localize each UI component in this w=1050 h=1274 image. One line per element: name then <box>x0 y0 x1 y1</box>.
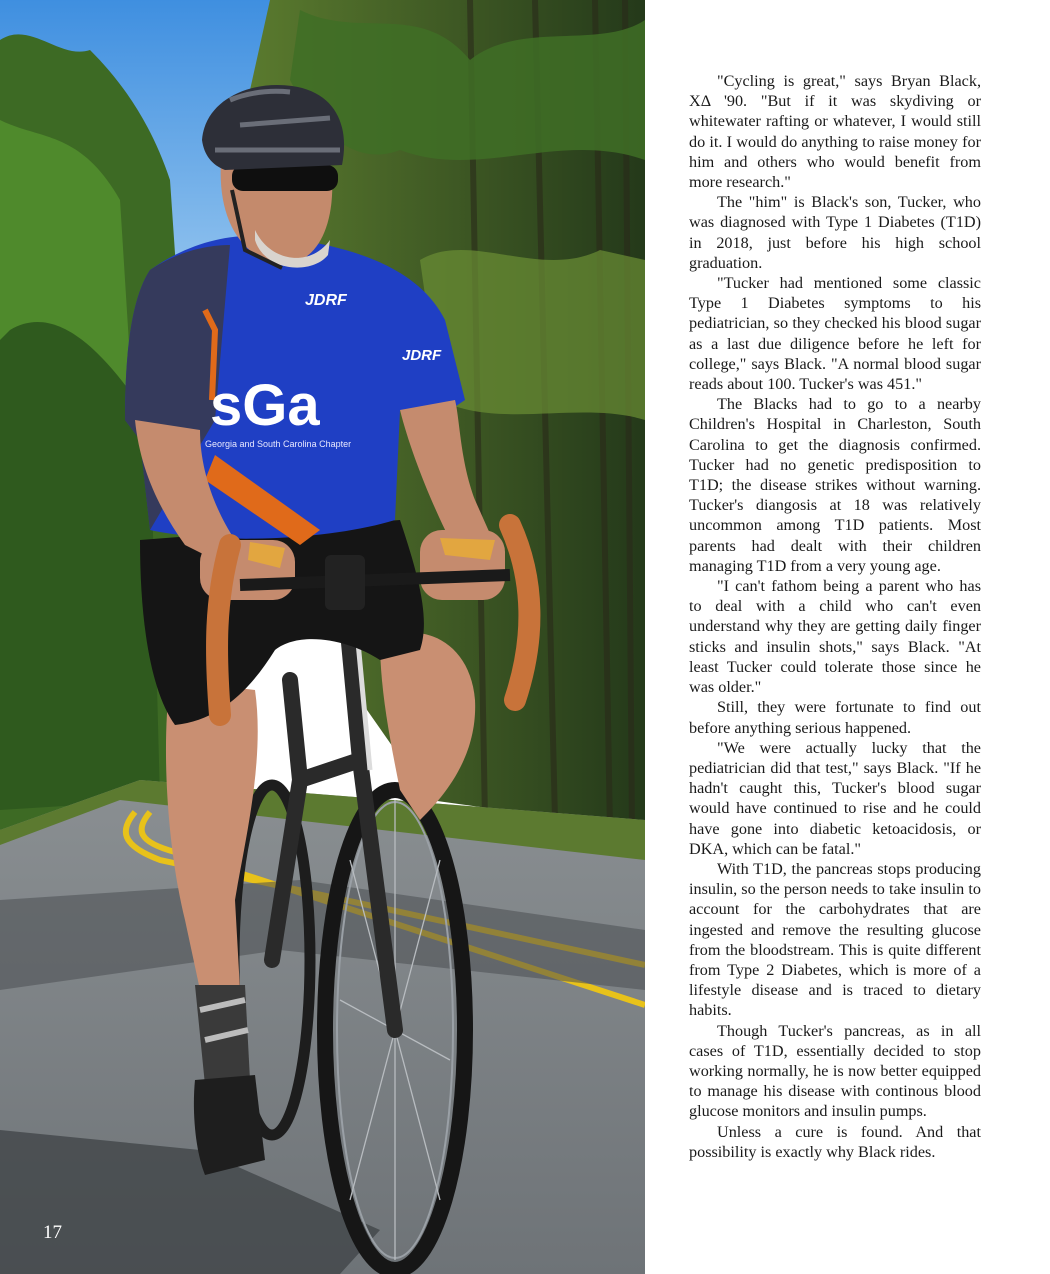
article-paragraph: "We were actually lucky that the pediatrician did that test," says Black. "If he hadn't caught this, Tucker's blood sugar would have continued to rise and he could have gone into diabetic ketoacidosis, or DKA, which can be fatal." <box>689 738 981 858</box>
article-body <box>689 71 981 1162</box>
article-paragraph: The "him" is Black's son, Tucker, who was diagnosed with Type 1 Diabetes (T1D) in 2018, just before his high school graduation. <box>689 193 981 272</box>
left-shoe <box>194 1075 265 1175</box>
jersey-chapter: Georgia and South Carolina Chapter <box>205 439 352 449</box>
article-paragraph: "Cycling is great," says Bryan Black, ΧΔ '90. "But if it was skydiving or whitewater rafting or whatever, I would still do it. I would do anything to raise money for him and others who would benefit from more research." <box>689 72 981 192</box>
article-paragraph: Still, they were fortunate to find out before anything serious happened. <box>689 698 981 737</box>
svg-text:JDRF: JDRF <box>402 347 442 364</box>
jersey-sponsor: JDRF <box>305 292 347 309</box>
handlebar <box>217 545 230 715</box>
article-paragraph: With T1D, the pancreas stops producing insulin, so the person needs to take insulin to account for the carbohydrates that are ingested and remove the resulting glucose from the bloodstream. This is quite different from Type 2 Diabetes, which is more of a lifestyle disease and is traced to dietary habits. <box>689 859 981 1020</box>
article-paragraph: Unless a cure is found. And that possibility is exactly why Black rides. <box>689 1122 981 1161</box>
article-paragraph: "I can't fathom being a parent who has to deal with a child who can't even understand why they are getting daily finger sticks and insulin shots," says Black. "At least Tucker could tolerate those since he was older." <box>689 577 981 697</box>
article-paragraph: The Blacks had to go to a nearby Children's Hospital in Charleston, South Carolina to get the diagnosis confirmed. Tucker had no genetic predisposition to T1D; the disease strikes without warning. Tucker's diangosis at 18 was relatively uncommon among T1D patients. Most parents had dealt with their children managing T1D from a very young age. <box>689 395 981 575</box>
page-number: 17 <box>43 1222 62 1243</box>
article-paragraph: Though Tucker's pancreas, as in all cases of T1D, essentially decided to stop working normally, he is now better equipped to manage his disease with continous blood glucose monitors and insulin pumps. <box>689 1021 981 1121</box>
jersey-logo: sGa <box>210 373 320 438</box>
article-paragraph: "Tucker had mentioned some classic Type 1 Diabetes symptoms to his pediatrician, so they checked his blood sugar as a last due diligence before he left for college," says Black. "A normal blood sugar reads about 100. Tucker's was 451." <box>689 274 981 394</box>
